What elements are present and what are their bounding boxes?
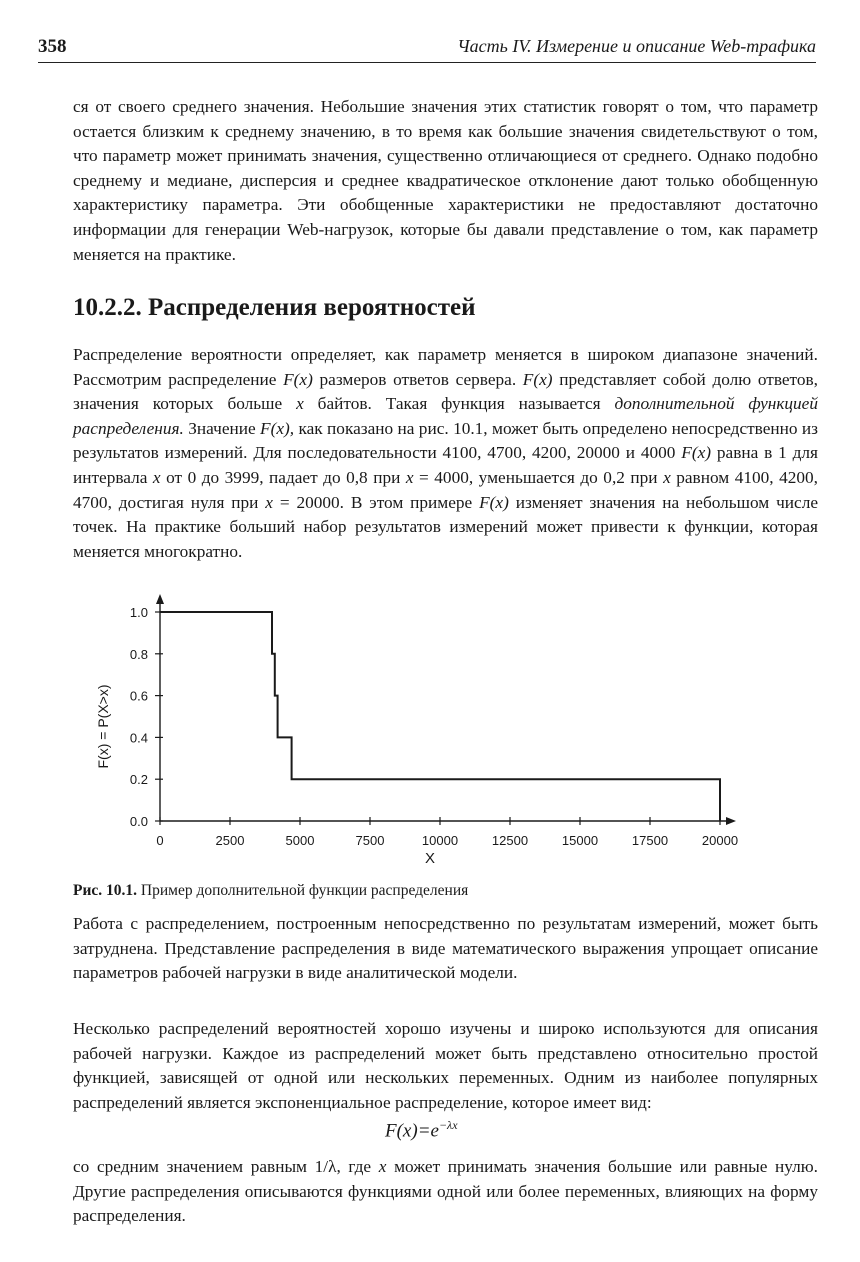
section-heading: 10.2.2. Распределения вероятностей [73,294,476,321]
series-line [160,612,720,821]
text-run: Распределение вероятности определяет, как параметр меняется в широком диапазоне значений. Рассмотрим распределение [73,345,818,389]
text-run: байтов. Такая функция называется [303,394,615,414]
page-number: 358 [38,36,67,57]
paragraph-mean [73,1155,818,1229]
x-tick-label: 12500 [491,833,529,848]
math-fx: F(x) [681,443,712,463]
math-fx: F(x) [283,369,313,389]
x-tick-label: 20000 [701,833,739,848]
x-axis-label: X [424,850,436,867]
x-tick-label: 17500 [631,833,669,848]
x-tick-label: 7500 [355,833,385,848]
math-x: x [265,492,273,512]
paragraph-continuation [73,95,818,267]
y-tick-label: 0.8 [129,646,148,662]
text-run: равна в 1 для интервала [73,443,818,487]
math-fx: F(x), [260,418,295,438]
math-x: x [405,467,414,487]
formula-lhs: F(x)=e [385,1120,439,1142]
y-axis-arrow [156,594,164,604]
paragraph-4: Несколько распределений вероятностей хорошо изучены и широко используются для описания рабочей нагрузки. Каждое из распределений может быть представлено относительно простой функцией, зависящей от одной или нескольких переменных. Одним из наиболее популярных распределений является экспоненциальное распределение, которое имеет вид: [73,1019,818,1112]
caption-label: Рис. 10.1. [73,882,138,899]
y-tick-label: 0.0 [129,814,148,829]
x-tick-label: 5000 [285,833,315,848]
paragraph-1: ся от своего среднего значения. Небольшие значения этих статистик говорят о том, что параметр остается близким к среднему значению, в то время как большие значения свидетельствуют о том, что параметр может принимать значения, существенно отличающиеся от среднего. Однако подобно среднему и медиане, дисперсия и среднее квадратическое отклонение дают только обобщенную характеристику параметра. Эти обобщенные характеристики не предоставляют достаточно информации для генерации Web-нагрузок, которые бы давали представление о том, как параметр меняется на практике. [73,97,818,264]
x-axis-arrow [726,817,736,825]
ccdf-chart [88,588,788,878]
x-tick-label: 0 [156,833,164,848]
figure-caption [73,882,468,900]
text-run: как показано на рис. 10.1, может быть определено непосредственно из результатов измерений. Для последовательности 4100, 4700, 4200, 20000 и 4000 [73,418,818,463]
caption-text: Пример дополнительной функции распределения [137,882,469,899]
math-fx: F(x) [522,369,553,389]
y-tick-label: 1.0 [129,605,148,620]
x-tick-label: 2500 [215,833,245,848]
math-x: x [296,394,304,414]
text-run: изменяет значения на небольшом числе точек. На практике больший набор результатов измерений может привести к функции, которая меняется многократно. [73,492,818,561]
header-rule [38,62,816,63]
text-run: = 20000. В этом примере [272,492,480,512]
text-run: равном 4100, 4200, 4700, достигая нуля при [73,467,818,512]
text-run: представляет собой долю ответов, значения которых больше [73,369,818,414]
text-run: от 0 до 3999, падает до 0,8 при [160,467,406,487]
paragraph-2 [73,343,818,564]
x-tick-label: 10000 [421,833,459,848]
math-x: x [378,1157,387,1176]
figure-chart [88,588,788,878]
paragraph-3: Работа с распределением, построенным непосредственно по результатам измерений, может быть затруднена. Представление распределения в виде математического выражения упрощает описание параметров рабочей нагрузки в виде аналитической модели. [73,914,818,983]
y-tick-label: 0.6 [129,688,148,704]
text-run: размеров ответов сервера. [312,369,523,389]
exponential-formula [385,1118,458,1142]
paragraph-distributions [73,1017,818,1115]
math-fx: F(x) [479,492,509,512]
x-tick-label: 15000 [561,833,599,848]
term-emphasis: дополнительной функцией распределения. [73,394,818,438]
formula-exponent: −λx [438,1118,458,1132]
text-run: со средним значением равным 1/λ, где [73,1157,379,1176]
paragraph-distribution-intro [73,343,818,564]
text-run: Значение [183,418,261,438]
y-tick-label: 0.2 [129,772,148,788]
y-tick-label: 0.4 [129,730,148,746]
math-x: x [152,467,161,487]
math-x: x [663,467,671,487]
text-run: = 4000, уменьшается до 0,2 при [413,467,664,487]
paragraph-measurement [73,912,818,986]
y-axis-label: F(x) = P(X>x) [95,684,111,769]
paragraph-5 [73,1155,818,1229]
text-run: может принимать значения большие или равные нулю. Другие распределения описываются функциями одной или более переменных, влияющих на форму распределения. [73,1157,818,1226]
running-title: Часть IV. Измерение и описание Web-трафика [457,36,816,56]
